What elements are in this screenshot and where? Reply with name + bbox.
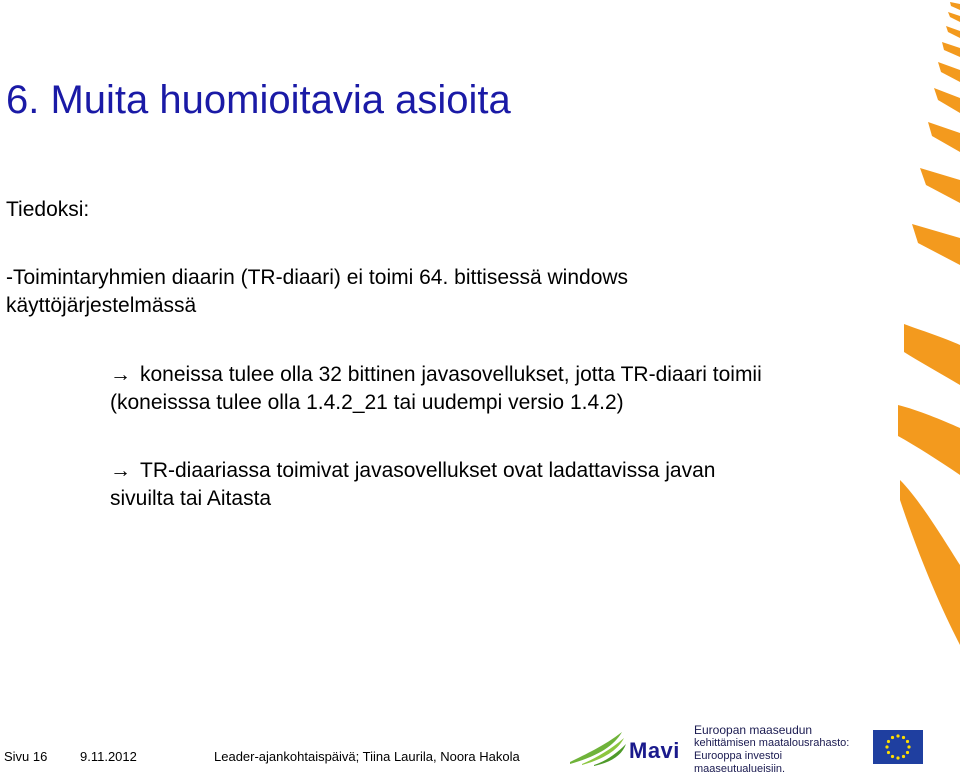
footer-date: 9.11.2012 <box>80 749 137 764</box>
mavi-logo-text: Mavi <box>629 738 680 763</box>
bullet-line <box>110 361 850 389</box>
note-line-2: käyttöjärjestelmässä <box>6 294 197 317</box>
eu-line-1: Euroopan maaseudun <box>694 723 813 737</box>
right-arrow-icon: → <box>110 459 131 482</box>
eu-flag <box>873 730 923 764</box>
page-title: 6. Muita huomioitavia asioita <box>6 78 511 122</box>
eu-line-3: Eurooppa investoi maaseutualueisiin. <box>694 750 786 775</box>
bullet-item <box>110 457 850 513</box>
bullet-continuation: sivuilta tai Aitasta <box>110 487 272 510</box>
orange-stripes-decoration <box>820 0 960 650</box>
right-arrow-icon: → <box>110 363 131 386</box>
page-number: Sivu 16 <box>4 749 48 764</box>
bullet-text: koneissa tulee olla 32 bittinen javasovellukset, jotta TR-diaari toimii <box>140 363 762 386</box>
bullet-item <box>110 361 850 417</box>
bullet-text: TR-diaariassa toimivat javasovellukset ovat ladattavissa javan <box>140 459 716 482</box>
intro-label: Tiedoksi: <box>6 198 90 221</box>
footer-event: Leader-ajankohtaispäivä; Tiina Laurila, Noora Hakola <box>214 749 520 764</box>
eu-fund-text <box>694 724 866 776</box>
bullet-line <box>110 457 850 485</box>
bullet-continuation: (koneisssa tulee olla 1.4.2_21 tai uudempi versio 1.4.2) <box>110 391 624 414</box>
eu-line-2: kehittämisen maatalousrahasto: <box>694 737 850 749</box>
note-line-1: -Toimintaryhmien diaarin (TR-diaari) ei toimi 64. bittisessä windows <box>6 266 629 289</box>
